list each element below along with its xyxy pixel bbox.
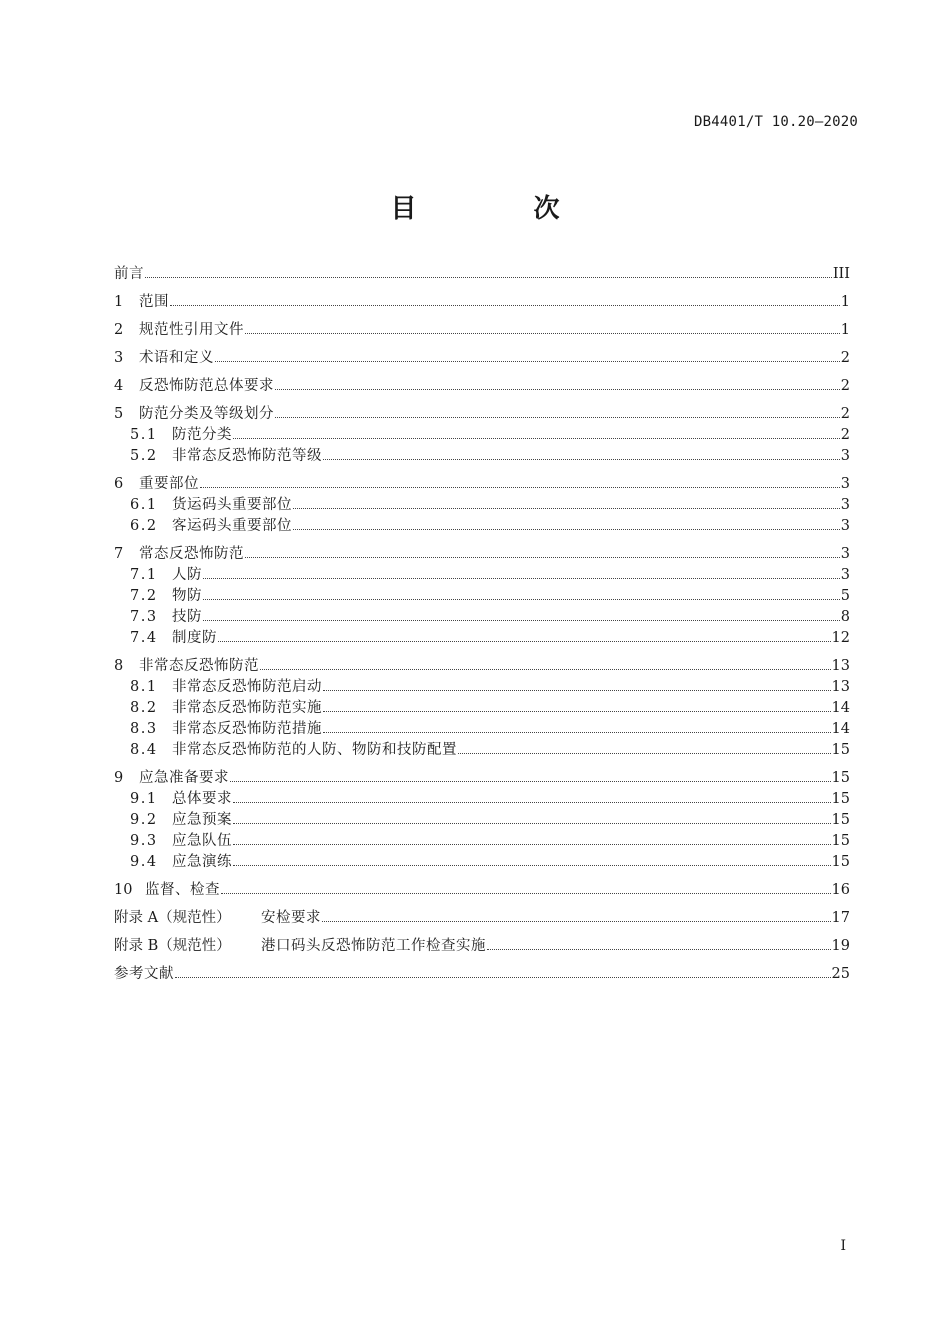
- toc-entry-title: 防范分类及等级划分: [139, 406, 274, 422]
- toc-entry[interactable]: [114, 698, 850, 719]
- toc-entry[interactable]: [114, 768, 850, 789]
- toc-entry-number: 8.3: [130, 721, 158, 737]
- toc-dot-leader: [170, 305, 840, 306]
- toc-entry[interactable]: [114, 320, 850, 341]
- toc-entry[interactable]: [114, 607, 850, 628]
- toc-entry-title: 物防: [172, 588, 202, 604]
- toc-entry-number: 2: [114, 322, 124, 338]
- toc-entry[interactable]: [114, 376, 850, 397]
- toc-entry-title: 港口码头反恐怖防范工作检查实施: [261, 938, 486, 954]
- toc-entry-title: 非常态反恐怖防范等级: [172, 448, 322, 464]
- toc-entry-number: 6.2: [130, 518, 158, 534]
- toc-dot-leader: [215, 361, 840, 362]
- toc-entry[interactable]: [114, 404, 850, 425]
- toc-entry-page: 19: [831, 938, 850, 954]
- toc-entry-number: 4: [114, 378, 124, 394]
- toc-dot-leader: [233, 823, 831, 824]
- toc-entry-page: 15: [831, 812, 850, 828]
- toc-entry-number: 7: [114, 546, 124, 562]
- toc-entry-page: 14: [831, 700, 850, 716]
- toc-dot-leader: [218, 641, 831, 642]
- toc-entry-page: 2: [840, 378, 850, 394]
- page-title: 目 次: [390, 194, 614, 224]
- toc-entry-page: 13: [831, 658, 850, 674]
- toc-entry-number: 8.4: [130, 742, 158, 758]
- toc-dot-leader: [233, 802, 831, 803]
- toc-entry[interactable]: [114, 656, 850, 677]
- toc-dot-leader: [233, 438, 840, 439]
- toc-entry-title: 重要部位: [139, 476, 199, 492]
- toc-entry[interactable]: [114, 936, 850, 957]
- toc-entry-number: 9.3: [130, 833, 158, 849]
- toc-entry-number: 8: [114, 658, 124, 674]
- toc-entry[interactable]: [114, 740, 850, 761]
- toc-dot-leader: [293, 508, 840, 509]
- toc-entry-title: 人防: [172, 567, 202, 583]
- toc-entry-number: 7.3: [130, 609, 158, 625]
- toc-entry-page: 2: [840, 427, 850, 443]
- toc-entry-number: 1: [114, 294, 124, 310]
- toc-entry-title: 应急准备要求: [139, 770, 229, 786]
- toc-entry-number: 8.1: [130, 679, 158, 695]
- toc-dot-leader: [323, 459, 840, 460]
- toc-entry-page: 14: [831, 721, 850, 737]
- toc-entry[interactable]: [114, 908, 850, 929]
- toc-entry-page: 3: [840, 518, 850, 534]
- toc-entry-page: 8: [840, 609, 850, 625]
- toc-dot-leader: [203, 578, 840, 579]
- toc-entry-page: 13: [831, 679, 850, 695]
- toc-entry[interactable]: [114, 677, 850, 698]
- toc-entry[interactable]: [114, 516, 850, 537]
- toc-dot-leader: [487, 949, 831, 950]
- toc-entry-number: 8.2: [130, 700, 158, 716]
- toc-entry-title: 非常态反恐怖防范措施: [172, 721, 322, 737]
- toc-entry[interactable]: [114, 586, 850, 607]
- toc-entry-page: III: [832, 266, 850, 282]
- document-code: DB4401/T 10.20—2020: [694, 114, 858, 130]
- toc-entry[interactable]: [114, 831, 850, 852]
- toc-entry-number: 7.2: [130, 588, 158, 604]
- toc-entry[interactable]: [114, 292, 850, 313]
- toc-entry-title: 防范分类: [172, 427, 232, 443]
- toc-entry-number: 7.4: [130, 630, 158, 646]
- toc-entry-number: 5.1: [130, 427, 158, 443]
- toc-entry-title: 前言: [114, 266, 144, 282]
- toc-entry[interactable]: [114, 264, 850, 285]
- toc-entry-page: 15: [831, 833, 850, 849]
- toc-entry-page: 2: [840, 406, 850, 422]
- toc-dot-leader: [175, 977, 831, 978]
- toc-dot-leader: [203, 620, 840, 621]
- toc-dot-leader: [275, 389, 840, 390]
- toc-entry-page: 3: [840, 448, 850, 464]
- toc-entry-title: 制度防: [172, 630, 217, 646]
- toc-dot-leader: [230, 781, 831, 782]
- toc-entry-page: 17: [831, 910, 850, 926]
- toc-dot-leader: [245, 333, 840, 334]
- toc-entry-page: 5: [840, 588, 850, 604]
- toc-dot-leader: [322, 921, 831, 922]
- toc-entry-number: 7.1: [130, 567, 158, 583]
- toc-dot-leader: [221, 893, 831, 894]
- toc-entry-title: 术语和定义: [139, 350, 214, 366]
- toc-entry[interactable]: [114, 852, 850, 873]
- toc-dot-leader: [293, 529, 840, 530]
- toc-dot-leader: [260, 669, 831, 670]
- toc-entry-page: 3: [840, 567, 850, 583]
- toc-entry[interactable]: [114, 628, 850, 649]
- toc-entry-title: 总体要求: [172, 791, 232, 807]
- toc-entry[interactable]: [114, 425, 850, 446]
- toc-entry-title: 应急预案: [172, 812, 232, 828]
- toc-entry-title: 非常态反恐怖防范: [139, 658, 259, 674]
- toc-entry[interactable]: [114, 719, 850, 740]
- toc-dot-leader: [323, 690, 831, 691]
- toc-entry-title: 常态反恐怖防范: [139, 546, 244, 562]
- toc-entry-page: 15: [831, 854, 850, 870]
- toc-entry-title: 客运码头重要部位: [172, 518, 292, 534]
- toc-entry-title: 货运码头重要部位: [172, 497, 292, 513]
- toc-entry-number: 附录 B（规范性）: [114, 938, 231, 954]
- toc-entry-number: 附录 A（规范性）: [114, 910, 231, 926]
- toc-dot-leader: [323, 711, 831, 712]
- toc-entry-number: 9.2: [130, 812, 158, 828]
- toc-dot-leader: [145, 277, 832, 278]
- toc-entry-title: 安检要求: [261, 910, 321, 926]
- toc-entry-page: 3: [840, 476, 850, 492]
- toc-entry-number: 6.1: [130, 497, 158, 513]
- toc-entry-number: 5: [114, 406, 124, 422]
- toc-entry-page: 3: [840, 546, 850, 562]
- toc-entry-title: 技防: [172, 609, 202, 625]
- toc-entry[interactable]: [114, 810, 850, 831]
- toc-entry-title: 监督、检查: [145, 882, 220, 898]
- toc-entry-page: 16: [831, 882, 850, 898]
- toc-entry-page: 25: [831, 966, 850, 982]
- toc-entry[interactable]: [114, 446, 850, 467]
- toc-entry[interactable]: [114, 789, 850, 810]
- toc-entry[interactable]: [114, 348, 850, 369]
- toc-entry-number: 3: [114, 350, 124, 366]
- toc-entry-number: 9: [114, 770, 124, 786]
- table-of-contents: [114, 264, 850, 985]
- toc-entry[interactable]: [114, 565, 850, 586]
- toc-entry-title: 应急演练: [172, 854, 232, 870]
- toc-dot-leader: [233, 865, 831, 866]
- toc-entry-page: 15: [831, 742, 850, 758]
- toc-entry-title: 应急队伍: [172, 833, 232, 849]
- page-number: I: [840, 1238, 846, 1254]
- toc-dot-leader: [275, 417, 840, 418]
- toc-entry[interactable]: [114, 495, 850, 516]
- toc-entry-page: 1: [840, 322, 850, 338]
- toc-entry-page: 3: [840, 497, 850, 513]
- toc-dot-leader: [323, 732, 831, 733]
- toc-entry-title: 非常态反恐怖防范启动: [172, 679, 322, 695]
- toc-dot-leader: [233, 844, 831, 845]
- toc-entry[interactable]: [114, 880, 850, 901]
- toc-entry-number: 9.1: [130, 791, 158, 807]
- toc-entry-title: 范围: [139, 294, 169, 310]
- toc-entry-number: 5.2: [130, 448, 158, 464]
- toc-entry-page: 1: [840, 294, 850, 310]
- toc-dot-leader: [245, 557, 840, 558]
- toc-entry[interactable]: [114, 474, 850, 495]
- toc-entry-title: 非常态反恐怖防范实施: [172, 700, 322, 716]
- toc-dot-leader: [458, 753, 831, 754]
- toc-entry-page: 2: [840, 350, 850, 366]
- toc-entry-number: 10: [114, 882, 133, 898]
- toc-entry[interactable]: [114, 544, 850, 565]
- toc-entry-number: 9.4: [130, 854, 158, 870]
- toc-entry-title: 参考文献: [114, 966, 174, 982]
- toc-entry-page: 15: [831, 791, 850, 807]
- toc-dot-leader: [203, 599, 840, 600]
- toc-dot-leader: [200, 487, 840, 488]
- toc-entry-number: 6: [114, 476, 124, 492]
- toc-entry-page: 12: [831, 630, 850, 646]
- toc-entry-page: 15: [831, 770, 850, 786]
- toc-entry-title: 非常态反恐怖防范的人防、物防和技防配置: [172, 742, 457, 758]
- toc-entry-title: 规范性引用文件: [139, 322, 244, 338]
- toc-entry[interactable]: [114, 964, 850, 985]
- toc-entry-title: 反恐怖防范总体要求: [139, 378, 274, 394]
